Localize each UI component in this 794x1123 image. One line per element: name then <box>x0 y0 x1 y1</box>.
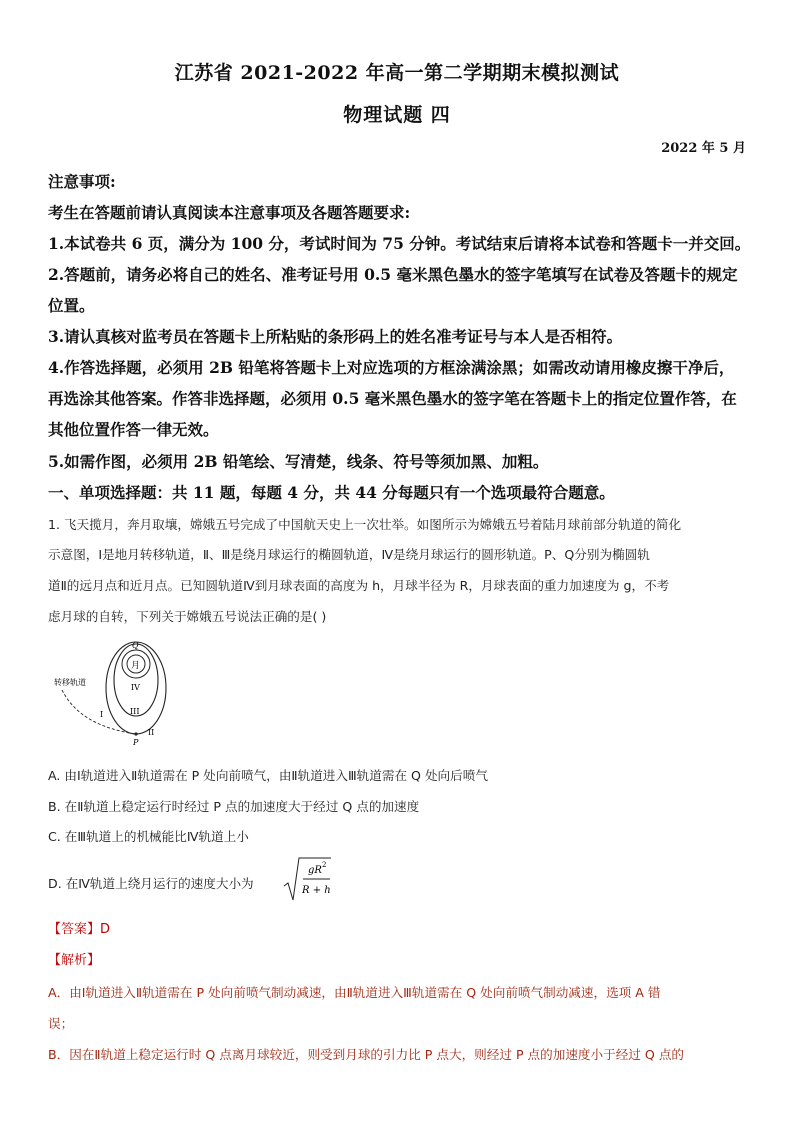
option-b: B. 在Ⅱ轨道上稳定运行时经过 P 点的加速度大于经过 Q 点的加速度 <box>48 799 420 814</box>
notice-item: 位置。 <box>48 296 95 315</box>
exam-title: 江苏省 2021-2022 年高一第二学期期末模拟测试 <box>174 62 620 84</box>
exam-date: 2022 年 5 月 <box>661 141 746 156</box>
option-d: D. 在Ⅳ轨道上绕月运行的速度大小为 <box>48 876 254 891</box>
question-line: 虑月球的自转，下列关于嫦娥五号说法正确的是( ) <box>48 609 327 624</box>
orbit-iii-label: III <box>130 707 140 716</box>
notice-item: 3.请认真核对监考员在答题卡上所粘贴的条形码上的姓名准考证号与本人是否相符。 <box>48 327 623 346</box>
orbit-iv-label: IV <box>131 683 140 692</box>
formula-numerator: gR <box>308 865 322 876</box>
orbit-ii-label: II <box>148 728 155 737</box>
answer: 【答案】D <box>48 922 111 937</box>
section-heading: 一、单项选择题：共 11 题，每题 4 分，共 44 分每题只有一个选项最符合题意。 <box>48 483 615 502</box>
notice-item: 其他位置作答一律无效。 <box>48 420 219 439</box>
notice-item: 2.答题前，请务必将自己的姓名、准考证号用 0.5 毫米黑色墨水的签字笔填写在试卷及答题卡的规定 <box>48 265 738 284</box>
question-line: 道Ⅱ的远月点和近月点。已知圆轨道Ⅳ到月球表面的高度为 h，月球半径为 R，月球表面的重力加速度为 g，不考 <box>48 578 670 593</box>
exam-subtitle: 物理试题 四 <box>343 104 451 126</box>
analysis-line: B．因在Ⅱ轨道上稳定运行时 Q 点离月球较近，则受到月球的引力比 P 点大，则经过 P 点的加速度小于经过 Q 点的 <box>48 1047 685 1062</box>
orbit-diagram <box>50 638 180 750</box>
point-p <box>134 732 137 735</box>
analysis-line: 误； <box>48 1016 74 1031</box>
moon-label: 月 <box>131 661 141 671</box>
transfer-label: 转移轨道 <box>54 678 86 687</box>
point-q-label: Q <box>132 641 139 650</box>
formula-denominator: R + h <box>302 885 331 896</box>
sqrt-formula <box>282 856 332 902</box>
question-line: 示意图，Ⅰ是地月转移轨道，Ⅱ、Ⅲ是绕月球运行的椭圆轨道，Ⅳ是绕月球运行的圆形轨道。P、Q分别为椭圆轨 <box>48 547 650 562</box>
option-c: C. 在Ⅲ轨道上的机械能比Ⅳ轨道上小 <box>48 829 249 844</box>
analysis-line: A．由Ⅰ轨道进入Ⅱ轨道需在 P 处向前喷气制动减速，由Ⅱ轨道进入Ⅲ轨道需在 Q 处向前喷气制动减速，选项 A 错 <box>48 985 661 1000</box>
notice-item: 1.本试卷共 6 页，满分为 100 分，考试时间为 75 分钟。考试结束后请将本试卷和答题卡一并交回。 <box>48 234 751 253</box>
formula-exponent: 2 <box>322 861 327 869</box>
notice-item: 4.作答选择题，必须用 2B 铅笔将答题卡上对应选项的方框涂满涂黑；如需改动请用橡皮擦干净后， <box>48 358 735 377</box>
notice-item: 再选涂其他答案。作答非选择题，必须用 0.5 毫米黑色墨水的签字笔在答题卡上的指定位置作答，在 <box>48 389 737 408</box>
notice-heading: 注意事项: <box>48 172 116 191</box>
analysis-heading: 【解析】 <box>48 953 101 968</box>
notice-item: 5.如需作图，必须用 2B 铅笔绘、写清楚，线条、符号等须加黑、加粗。 <box>48 452 549 471</box>
notice-intro: 考生在答题前请认真阅读本注意事项及各题答题要求: <box>48 203 411 222</box>
orbit-i-label: I <box>100 710 104 719</box>
point-p-label: P <box>133 738 139 747</box>
transfer-orbit <box>62 690 136 734</box>
option-a: A. 由Ⅰ轨道进入Ⅱ轨道需在 P 处向前喷气，由Ⅱ轨道进入Ⅲ轨道需在 Q 处向后喷气 <box>48 768 488 783</box>
question-line: 1. 飞天揽月，奔月取壤，嫦娥五号完成了中国航天史上一次壮举。如图所示为嫦娥五号着陆月球前部分轨道的简化 <box>48 517 682 532</box>
